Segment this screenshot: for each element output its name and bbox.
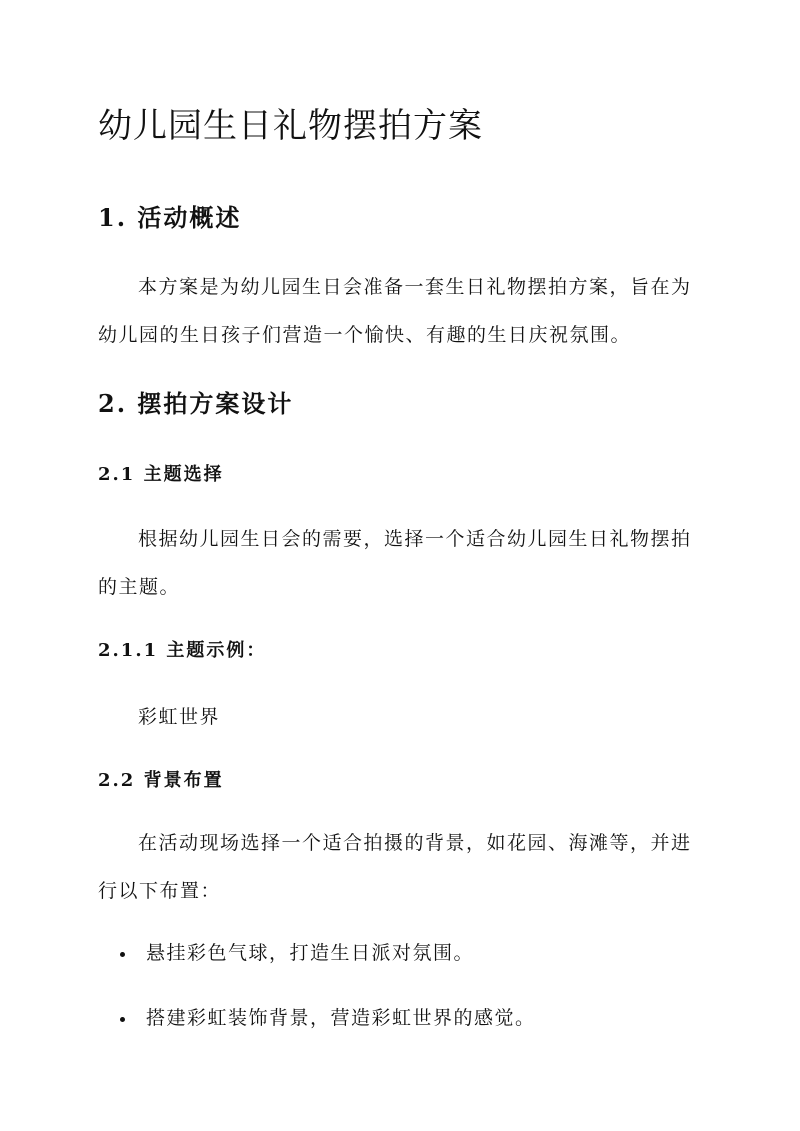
section-2-1-paragraph-line-2: 的主题。 [98, 576, 181, 598]
section-1-paragraph-line-2: 幼儿园的生日孩子们营造一个愉快、有趣的生日庆祝氛围。 [98, 324, 632, 346]
bullet-dot-icon [120, 952, 125, 957]
section-2-2-paragraph-line-1: 在活动现场选择一个适合拍摄的背景，如花园、海滩等，并进 [138, 832, 692, 854]
section-2-2-heading: 2.2 背景布置 [98, 770, 224, 791]
document-title: 幼儿园生日礼物摆拍方案 [98, 106, 483, 146]
section-2-heading: 2. 摆拍方案设计 [98, 389, 294, 418]
section-2-1-paragraph-line-1: 根据幼儿园生日会的需要，选择一个适合幼儿园生日礼物摆拍 [138, 528, 692, 550]
bullet-text: 搭建彩虹装饰背景，营造彩虹世界的感觉。 [146, 1007, 536, 1029]
bullet-dot-icon [120, 1017, 125, 1022]
theme-example: 彩虹世界 [138, 706, 221, 728]
section-2-2-paragraph-line-2: 行以下布置： [98, 880, 222, 902]
section-1-heading: 1. 活动概述 [98, 203, 242, 232]
section-2-1-1-heading: 2.1.1 主题示例： [98, 640, 267, 661]
bullet-text: 悬挂彩色气球，打造生日派对氛围。 [146, 942, 475, 964]
section-2-1-heading: 2.1 主题选择 [98, 464, 224, 485]
section-1-paragraph-line-1: 本方案是为幼儿园生日会准备一套生日礼物摆拍方案，旨在为 [138, 276, 692, 298]
